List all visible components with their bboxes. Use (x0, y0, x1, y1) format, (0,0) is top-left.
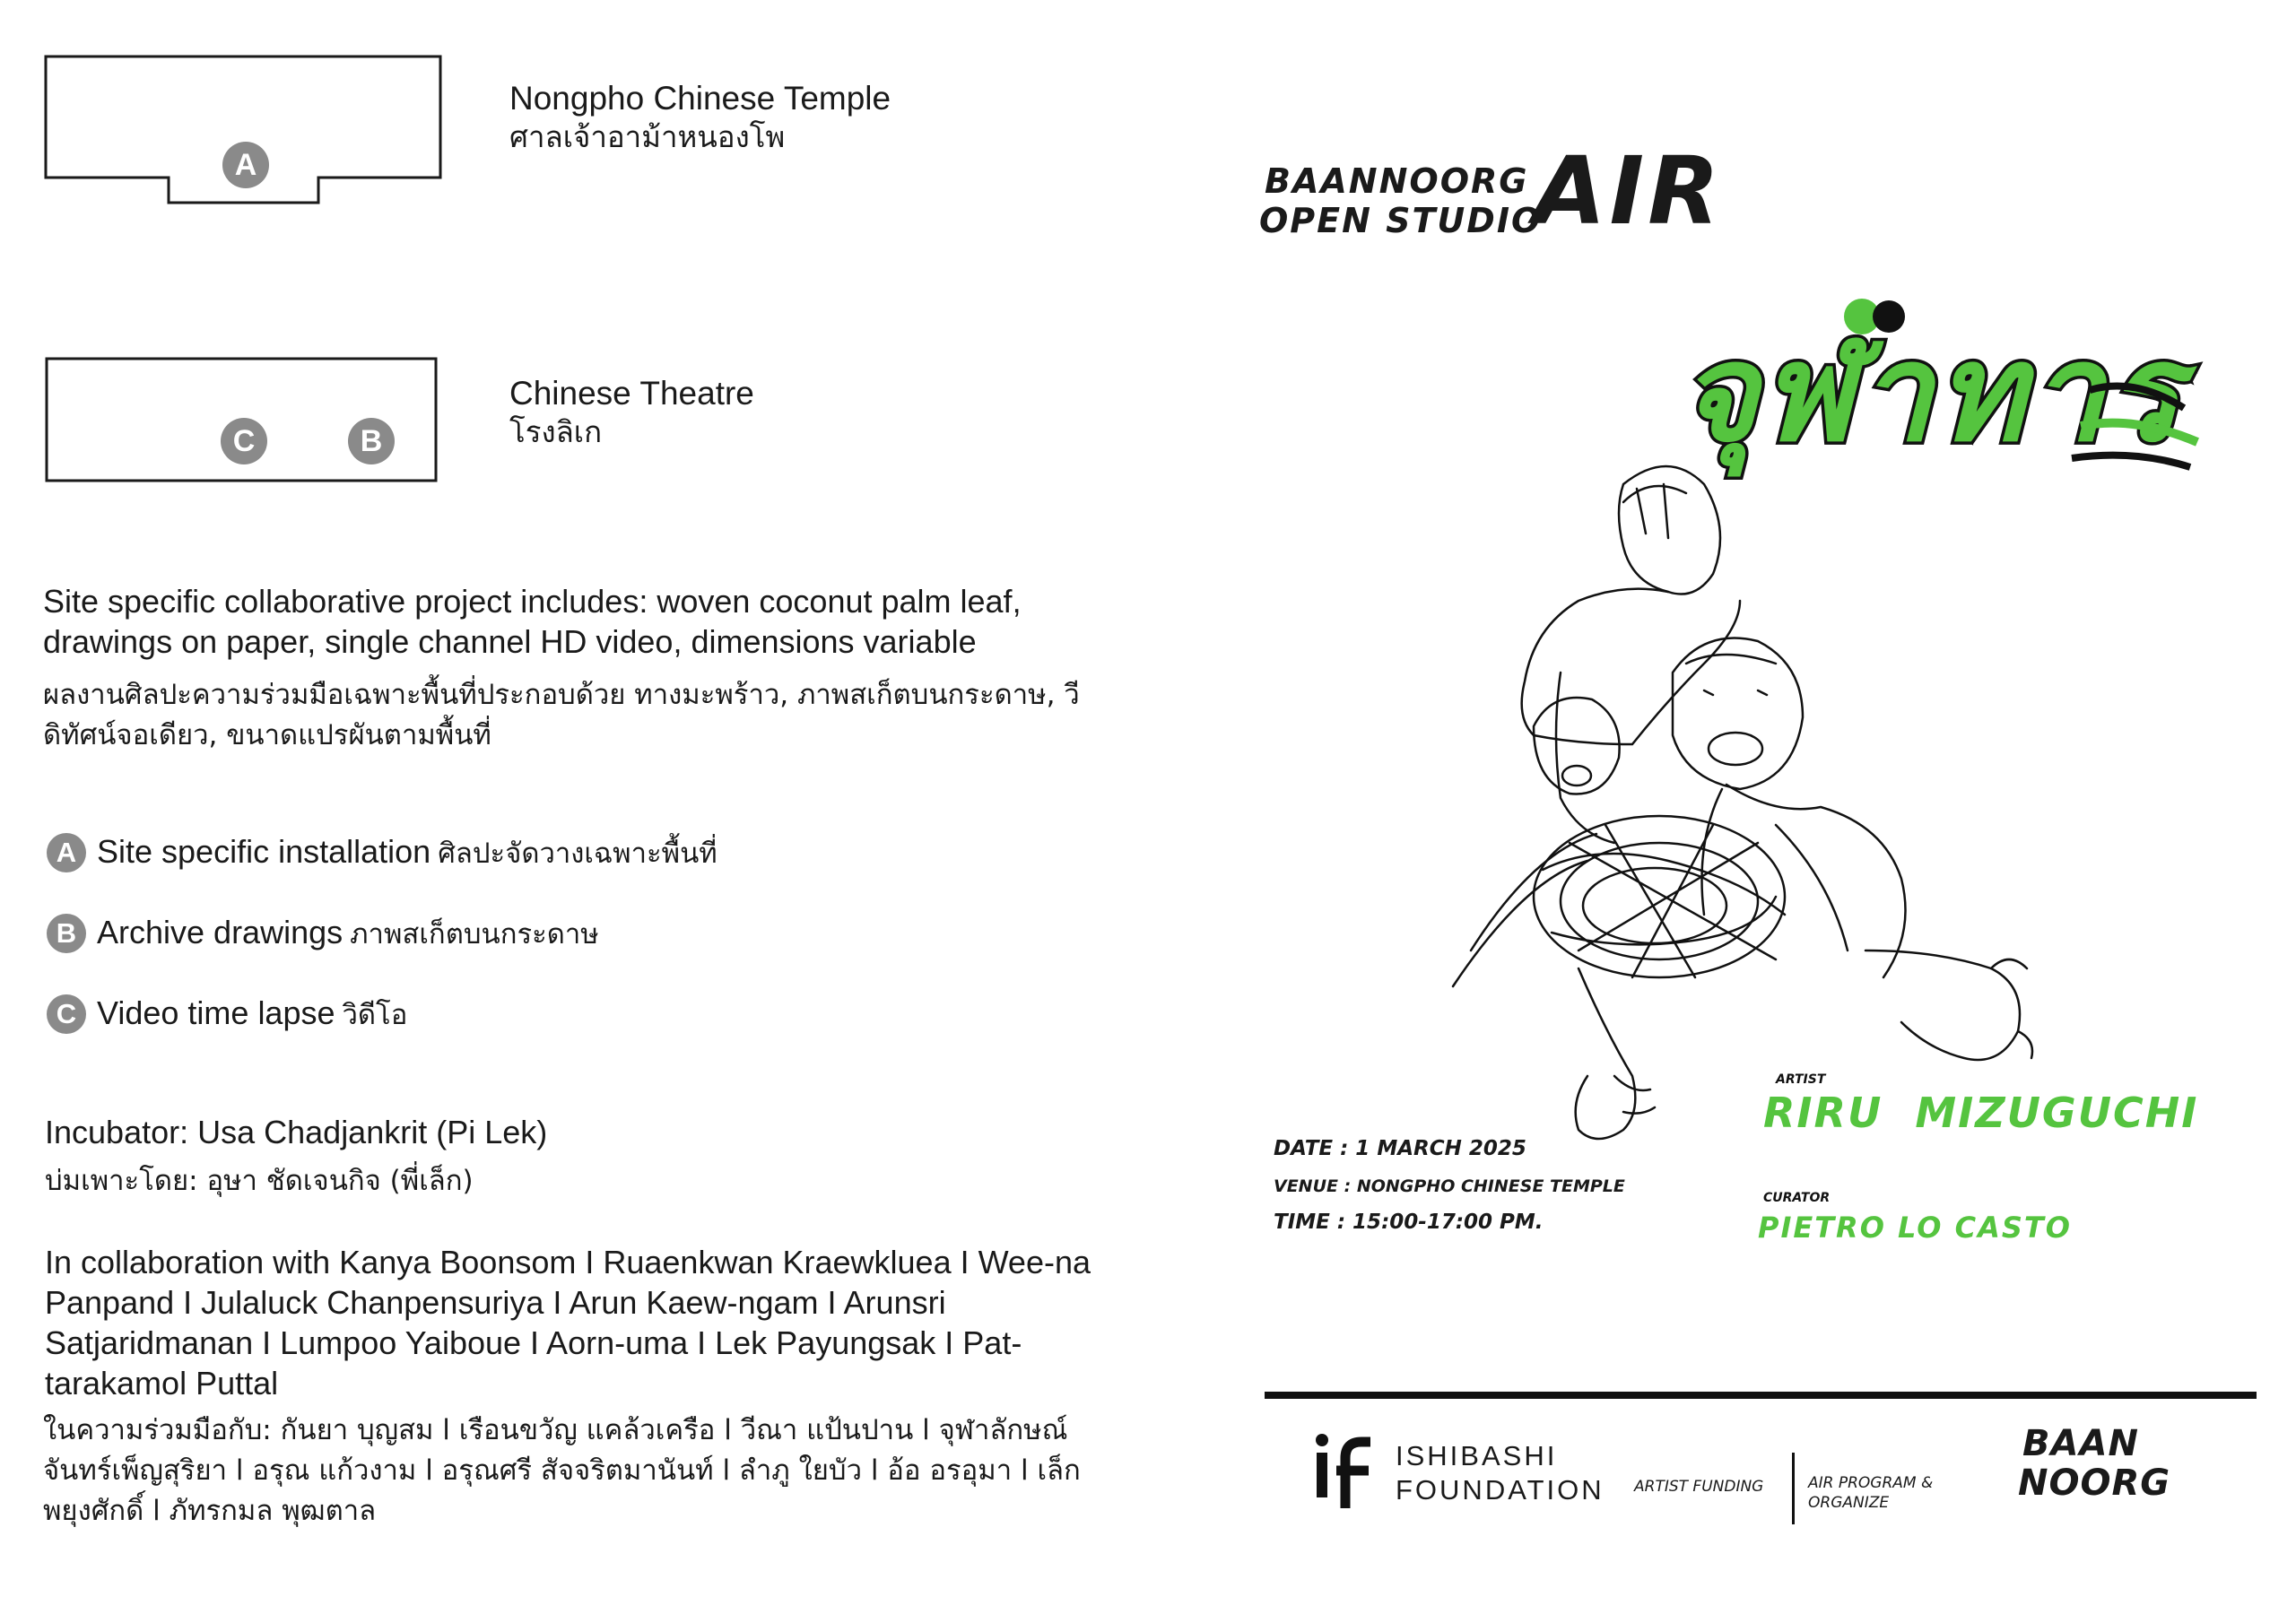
legend-label-a-en: Site specific installation (97, 833, 431, 870)
site-marker-b: B (348, 418, 395, 464)
legend-label-b (97, 911, 599, 956)
footer-separator (1792, 1453, 1795, 1524)
curator-caption: CURATOR (1763, 1191, 1831, 1205)
badge-b: B (47, 914, 86, 953)
ishibashi-logo-icon (1309, 1431, 1378, 1512)
event-time: TIME : 15:00-17:00 PM. (1274, 1211, 1544, 1234)
legend-label-c-th: วิดีโอ (342, 999, 408, 1031)
sponsor-name-line2: FOUNDATION (1396, 1474, 1605, 1506)
baannoorg-logo-line2: NOORG (2018, 1462, 2171, 1504)
legend-label-b-th: ภาพสเก็ตบนกระดาษ (350, 918, 599, 950)
legend-label-a-th: ศิลปะจัดวางเฉพาะพื้นที่ (438, 838, 718, 870)
legend-label-c (97, 992, 407, 1037)
artist-funding-label: ARTIST FUNDING (1634, 1478, 1764, 1496)
badge-a: A (47, 833, 86, 872)
poster-footer-divider (1265, 1392, 2257, 1399)
sponsor-name-line1: ISHIBASHI (1396, 1440, 1558, 1471)
curator-name: PIETRO LO CASTO (1758, 1211, 2072, 1245)
poster-header-open-studio: OPEN STUDIO (1259, 201, 1543, 240)
theatre-name-th: โรงลิเก (509, 414, 603, 449)
poster-title-logo-text: จุฬาทาร (1679, 316, 2184, 472)
artist-caption: ARTIST (1776, 1072, 1826, 1087)
poster-header-baannoorg: BAANNOORG (1265, 161, 1529, 201)
collaboration-th: ในความร่วมมือกับ: กันยา บุญสม l เรือนขวัญ แคล้วเครือ l วีณา แป้นปาน l จุฬาลักษณ์ จันทร์เพ็ญสุริยา l อรุณ แก้วงาม l อรุณศรี สัจจริตมานันท์ l ลำภู ใยบัว l อ้อ อรอุมา l เล็ก พยุงศักดิ์ l ภัทรกมล พุฒตาล (43, 1414, 1081, 1527)
temple-name-th: ศาลเจ้าอาม้าหนองโพ (509, 119, 786, 154)
project-description-en: Site specific collaborative project includes: woven coconut palm leaf, drawings on paper, single channel HD video, dimensions variable (43, 583, 1022, 660)
site-marker-a: A (222, 142, 269, 188)
artist-name: RIRU MIZUGUCHI (1763, 1089, 2199, 1137)
theatre-name-en: Chinese Theatre (509, 375, 754, 412)
project-description-th: ผลงานศิลปะความร่วมมือเฉพาะพื้นที่ประกอบด้วย ทางมะพร้าว, ภาพสเก็ตบนกระดาษ, วีดิทัศน์จอเดียว, ขนาดแปรผันตามพื้นที่ (43, 679, 1080, 751)
baannoorg-logo (2018, 1423, 2171, 1532)
poster-header-air: AIR (1534, 136, 1724, 246)
legend-item-a (47, 830, 718, 875)
legend-label-c-en: Video time lapse (97, 994, 335, 1031)
incubator-en: Incubator: Usa Chadjankrit (Pi Lek) (45, 1114, 548, 1150)
legend-label-a (97, 830, 718, 875)
site-marker-c: C (221, 418, 267, 464)
poster-illustration (1399, 448, 2081, 1166)
baannoorg-logo-line1: BAAN (2022, 1423, 2139, 1464)
air-program-label-line1: AIR PROGRAM & (1808, 1474, 1934, 1492)
temple-name-en: Nongpho Chinese Temple (509, 80, 891, 117)
event-venue: VENUE : NONGPHO CHINESE TEMPLE (1274, 1176, 1625, 1196)
badge-c: C (47, 994, 86, 1034)
event-date: DATE : 1 MARCH 2025 (1274, 1137, 1526, 1160)
legend-item-b (47, 911, 599, 956)
air-program-label-line2: ORGANIZE (1808, 1494, 1890, 1512)
collaboration-en: In collaboration with Kanya Boonsom I Ruaenkwan Kraewkluea I Wee-na Panpand I Julaluck Chanpensuriya I Arun Kaew-ngam I Arunsri Satjaridmanan I Lumpoo Yaiboue I Aorn-uma I Lek Payungsak I Pat-tarakamol Puttal (45, 1244, 1091, 1402)
legend-item-c (47, 992, 407, 1037)
legend-label-b-en: Archive drawings (97, 914, 344, 950)
incubator-th: บ่มเพาะโดย: อุษา ชัดเจนกิจ (พี่เล็ก) (45, 1165, 474, 1197)
